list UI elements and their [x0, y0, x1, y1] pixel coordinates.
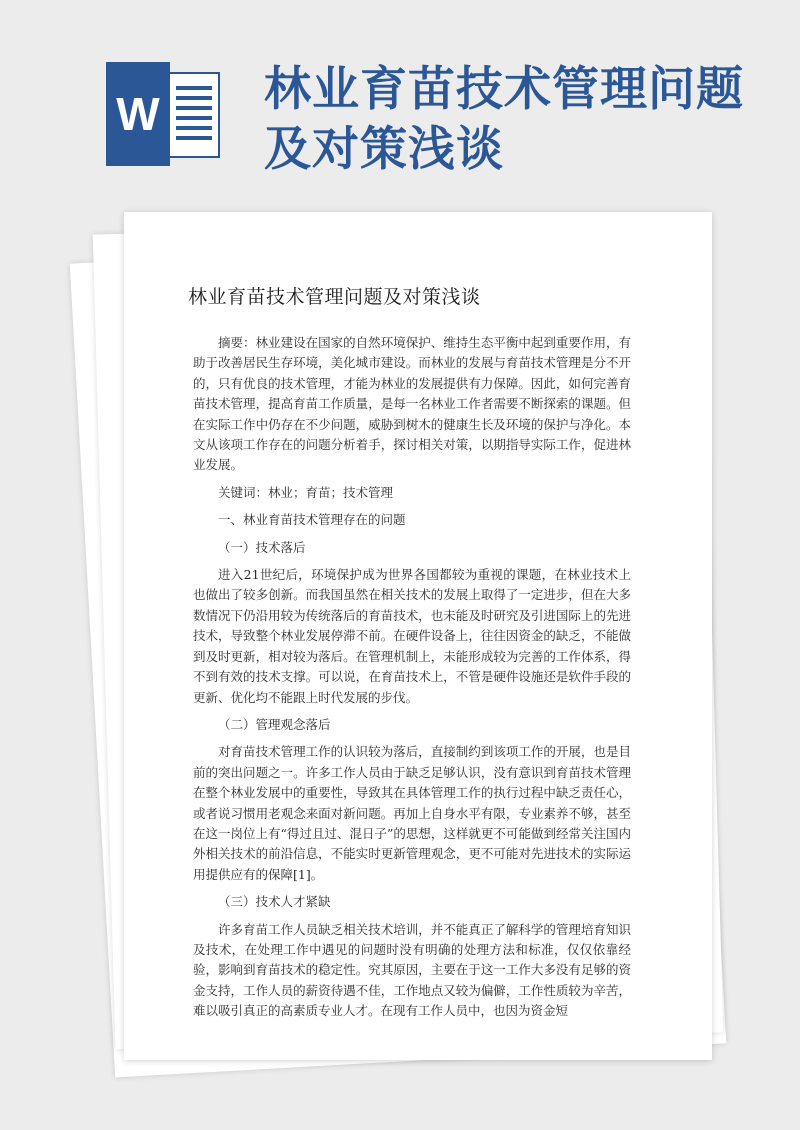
paragraph-2: 对育苗技术管理工作的认识较为落后，直接制约到该项工作的开展，也是目前的突出问题之一。许多工作人员由于缺乏足够认识，没有意识到育苗技术管理在整个林业发展中的重要性，导致其在具体管理工作的执行过程中缺乏责任心，或者说习惯用老观念来面对新问题。再加上自身水平有限，专业素养不够，甚至在这一岗位上有“得过且过、混日子”的思想，这样就更不可能做到经常关注国内外相关技术的前沿信息，不能实时更新管理观念，更不可能对先进技术的实际运用提供应有的保障[1]。	[193, 744, 631, 882]
word-icon-letter: W	[106, 62, 170, 166]
banner-title-line2: 及对策浅谈	[264, 122, 504, 177]
banner-title-line1: 林业育苗技术管理问题	[264, 62, 744, 117]
abstract-paragraph: 摘要：林业建设在国家的自然环境保护、维持生态平衡中起到重要作用，有助于改善居民生存环境，美化城市建设。而林业的发展与育苗技术管理是分不开的，只有优良的技术管理，才能为林业的发展提供有力保障。因此，如何完善育苗技术管理，提高育苗工作质量，是每一名林业工作者需要不断探索的课题。但在实际工作中仍存在不少问题，威胁到树木的健康生长及环境的保护与净化。本文从该项工作存在的问题分析着手，探讨相关对策，以期指导实际工作，促进林业发展。	[193, 335, 631, 473]
document-title: 林业育苗技术管理问题及对策浅谈	[188, 286, 481, 308]
section-heading-1: 一、林业育苗技术管理存在的问题	[218, 512, 406, 528]
keywords-line: 关键词：林业；育苗；技术管理	[218, 484, 394, 500]
document-body	[193, 333, 631, 1029]
banner-title	[264, 60, 784, 180]
word-document-icon	[106, 62, 222, 162]
paragraph-1: 进入21世纪后，环境保护成为世界各国都较为重视的课题，在林业技术上也做出了较多创新。而我国虽然在相关技术的发展上取得了一定进步，但在大多数情况下仍沿用较为传统落后的育苗技术，也未能及时研究及引进国际上的先进技术，导致整个林业发展停滞不前。在硬件设备上，往往因资金的缺乏，不能做到及时更新，相对较为落后。在管理机制上，未能形成较为完善的工作体系，得不到有效的技术支撑。可以说，在育苗技术上，不管是硬件设施还是软件手段的更新、优化均不能跟上时代发展的步伐。	[193, 567, 631, 705]
subheading-1: （一）技术落后	[218, 539, 306, 555]
subheading-3: （三）技术人才紧缺	[218, 894, 331, 910]
paragraph-3: 许多育苗工作人员缺乏相关技术培训，并不能真正了解科学的管理培育知识及技术，在处理工作中遇见的问题时没有明确的处理方法和标准，仅仅依靠经验，影响到育苗技术的稳定性。究其原因，主要在于这一工作大多没有足够的资金支持，工作人员的薪资待遇不佳，工作地点又较为偏僻，工作性质较为辛苦，难以吸引真正的高素质专业人才。在现有工作人员中，也因为资金短	[193, 921, 631, 1019]
word-icon-lines	[176, 86, 212, 146]
subheading-2: （二）管理观念落后	[218, 716, 331, 732]
